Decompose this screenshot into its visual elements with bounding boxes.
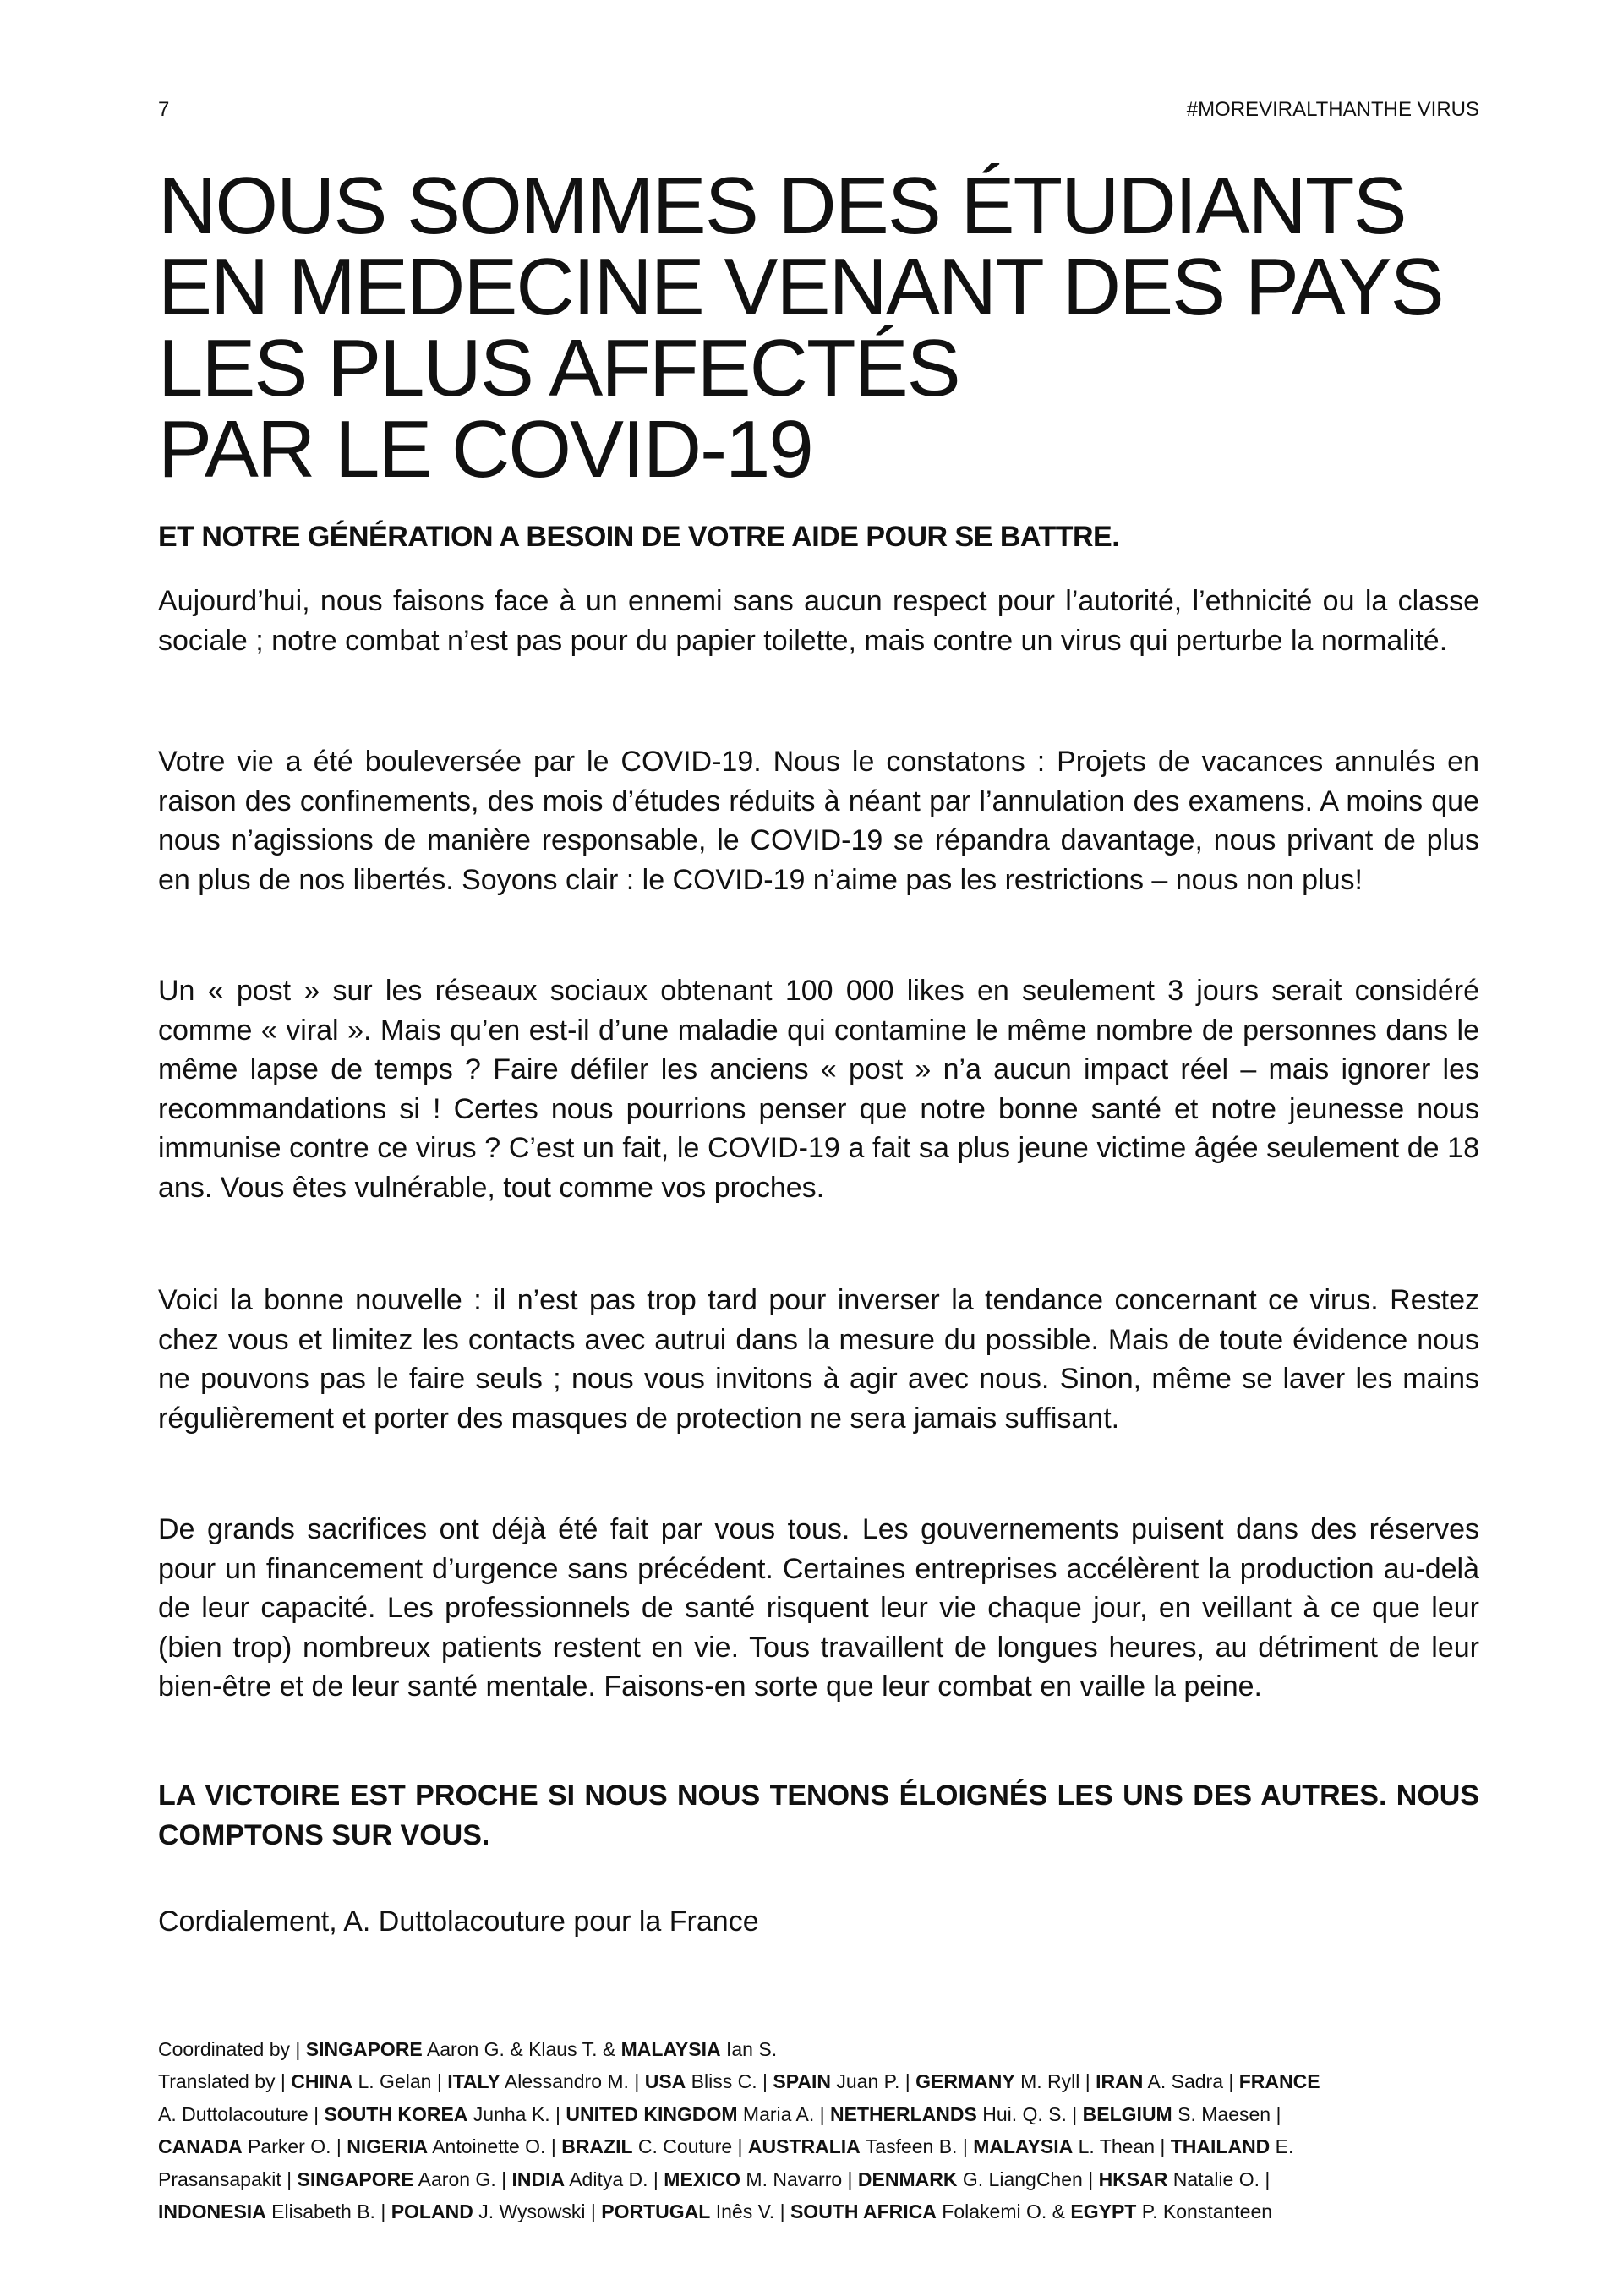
credit-text: Ian S. xyxy=(720,2038,778,2060)
country-name: EGYPT xyxy=(1070,2200,1137,2223)
signature: Cordialement, A. Duttolacouture pour la France xyxy=(158,1905,759,1938)
credit-text: Antoinette O. | xyxy=(428,2135,562,2158)
country-name: HKSAR xyxy=(1098,2168,1168,2190)
credit-text: Prasansapakit | xyxy=(158,2168,298,2190)
credit-text: Aaron G. & Klaus T. & xyxy=(422,2038,621,2060)
credit-text: Aaron G. | xyxy=(413,2168,512,2190)
country-name: MEXICO xyxy=(664,2168,741,2190)
country-name: CANADA xyxy=(158,2135,243,2158)
credits-line xyxy=(158,2130,1479,2162)
credit-text: P. Konstanteen xyxy=(1136,2200,1273,2223)
country-name: MALAYSIA xyxy=(620,2038,721,2060)
credit-text: Maria A. | xyxy=(737,2102,831,2125)
country-name: CHINA xyxy=(291,2070,353,2093)
hashtag: #MOREVIRALTHANTHE VIRUS xyxy=(1186,98,1479,121)
credits-line xyxy=(158,2098,1479,2130)
credit-text: A. Sadra | xyxy=(1143,2070,1239,2093)
country-name: NETHERLANDS xyxy=(830,2102,977,2125)
country-name: FRANCE xyxy=(1238,2070,1320,2093)
credit-text: Elisabeth B. | xyxy=(265,2200,391,2223)
credit-text: Aditya D. | xyxy=(565,2168,664,2190)
credit-text: M. Navarro | xyxy=(740,2168,858,2190)
country-name: INDONESIA xyxy=(158,2200,266,2223)
credits-footer xyxy=(158,2033,1479,2228)
credit-text: J. Wysowski | xyxy=(473,2200,602,2223)
title-line: PAR LE COVID-19 xyxy=(158,404,812,495)
credits-line xyxy=(158,2195,1479,2228)
country-name: SOUTH AFRICA xyxy=(790,2200,937,2223)
paragraph: Votre vie a été bouleversée par le COVID-19. Nous le constatons : Projets de vacances annulés en raison des confinements, des mois d’études réduits à néant par l’annulation des examens. A moins que nous n’agissions de manière responsable, le COVID-19 se répandra davantage, nous privant de plus en plus de nos libertés. Soyons clair : le COVID-19 n’aime pas les restrictions – nous non plus! xyxy=(158,746,1479,896)
credit-text: L. Thean | xyxy=(1073,2135,1171,2158)
credit-text: S. Maesen | xyxy=(1172,2102,1281,2125)
credit-text: A. Duttolacouture | xyxy=(158,2102,325,2125)
paragraph: Aujourd’hui, nous faisons face à un ennemi sans aucun respect pour l’autorité, l’ethnicité ou la classe sociale ; notre combat n’est pas pour du papier toilette, mais contre un virus qui perturbe la normalité. xyxy=(158,585,1479,657)
credit-text: Parker O. | xyxy=(242,2135,347,2158)
country-name: SINGAPORE xyxy=(297,2168,414,2190)
credit-text: Junha K. | xyxy=(467,2102,566,2125)
credit-text: Juan P. | xyxy=(830,2070,916,2093)
country-name: NIGERIA xyxy=(347,2135,429,2158)
title-line: EN MEDECINE VENANT DES PAYS xyxy=(158,242,1443,332)
closing-statement: LA VICTOIRE EST PROCHE SI NOUS NOUS TENONS ÉLOIGNÉS LES UNS DES AUTRES. NOUS COMPTONS SUR VOUS. xyxy=(158,1779,1479,1851)
country-name: MALAYSIA xyxy=(973,2135,1074,2158)
credit-text: M. Ryll | xyxy=(1014,2070,1096,2093)
credit-text: L. Gelan | xyxy=(352,2070,448,2093)
paragraph: Voici la bonne nouvelle : il n’est pas trop tard pour inverser la tendance concernant ce virus. Restez chez vous et limitez les contacts avec autrui dans la mesure du possible. Mais de toute évidence nous ne pouvons pas le faire seuls ; nous vous invitons à agir avec nous. Sinon, même se laver les mains régulièrement et porter des masques de protection ne sera jamais suffisant. xyxy=(158,1284,1479,1435)
country-name: UNITED KINGDOM xyxy=(566,2102,738,2125)
country-name: SINGAPORE xyxy=(305,2038,423,2060)
credits-line xyxy=(158,2033,1479,2065)
credit-text: C. Couture | xyxy=(632,2135,748,2158)
credits-line xyxy=(158,2163,1479,2195)
country-name: SPAIN xyxy=(773,2070,831,2093)
credit-text: Alessandro M. | xyxy=(500,2070,645,2093)
credit-text: Coordinated by | xyxy=(158,2038,306,2060)
credit-text: G. LiangChen | xyxy=(957,2168,1099,2190)
credit-text: E. xyxy=(1270,2135,1294,2158)
country-name: PORTUGAL xyxy=(601,2200,711,2223)
credits-line xyxy=(158,2065,1479,2097)
paragraph: De grands sacrifices ont déjà été fait par vous tous. Les gouvernements puisent dans des réserves pour un financement d’urgence sans précédent. Certaines entreprises accélèrent la production au-delà de leur capacité. Les professionnels de santé risquent leur vie chaque jour, en veillant à ce que leur (bien trop) nombreux patients restent en vie. Tous travaillent de longues heures, au détriment de leur bien-être et de leur santé mentale. Faisons-en sorte que leur combat en vaille la peine. xyxy=(158,1513,1479,1703)
title-line: LES PLUS AFFECTÉS xyxy=(158,323,959,413)
country-name: ITALY xyxy=(447,2070,500,2093)
title-line: NOUS SOMMES DES ÉTUDIANTS xyxy=(158,161,1406,251)
credit-text: Tasfeen B. | xyxy=(860,2135,974,2158)
country-name: GERMANY xyxy=(915,2070,1015,2093)
country-name: BELGIUM xyxy=(1082,2102,1172,2125)
credit-text: Translated by | xyxy=(158,2070,292,2093)
country-name: BRAZIL xyxy=(561,2135,633,2158)
page-title xyxy=(158,161,1479,495)
credit-text: Folakemi O. & xyxy=(936,2200,1071,2223)
country-name: IRAN xyxy=(1096,2070,1144,2093)
credit-text: Natalie O. | xyxy=(1167,2168,1271,2190)
page-number: 7 xyxy=(158,98,170,121)
credit-text: Inês V. | xyxy=(710,2200,790,2223)
credit-text: Bliss C. | xyxy=(686,2070,773,2093)
credit-text: Hui. Q. S. | xyxy=(976,2102,1083,2125)
country-name: DENMARK xyxy=(857,2168,958,2190)
country-name: SOUTH KOREA xyxy=(324,2102,468,2125)
country-name: POLAND xyxy=(391,2200,473,2223)
country-name: THAILAND xyxy=(1170,2135,1271,2158)
country-name: INDIA xyxy=(511,2168,566,2190)
country-name: AUSTRALIA xyxy=(747,2135,861,2158)
country-name: USA xyxy=(644,2070,686,2093)
subtitle: ET NOTRE GÉNÉRATION A BESOIN DE VOTRE AIDE POUR SE BATTRE. xyxy=(158,521,1120,553)
paragraph: Un « post » sur les réseaux sociaux obtenant 100 000 likes en seulement 3 jours serait considéré comme « viral ». Mais qu’en est-il d’une maladie qui contamine le même nombre de personnes dans le même lapse de temps ? Faire défiler les anciens « post » n’a aucun impact réel – mais ignorer les recommandations si ! Certes nous pourrions penser que notre bonne santé et notre jeunesse nous immunise contre ce virus ? C’est un fait, le COVID-19 a fait sa plus jeune victime âgée seulement de 18 ans. Vous êtes vulnérable, tout comme vos proches. xyxy=(158,975,1479,1204)
